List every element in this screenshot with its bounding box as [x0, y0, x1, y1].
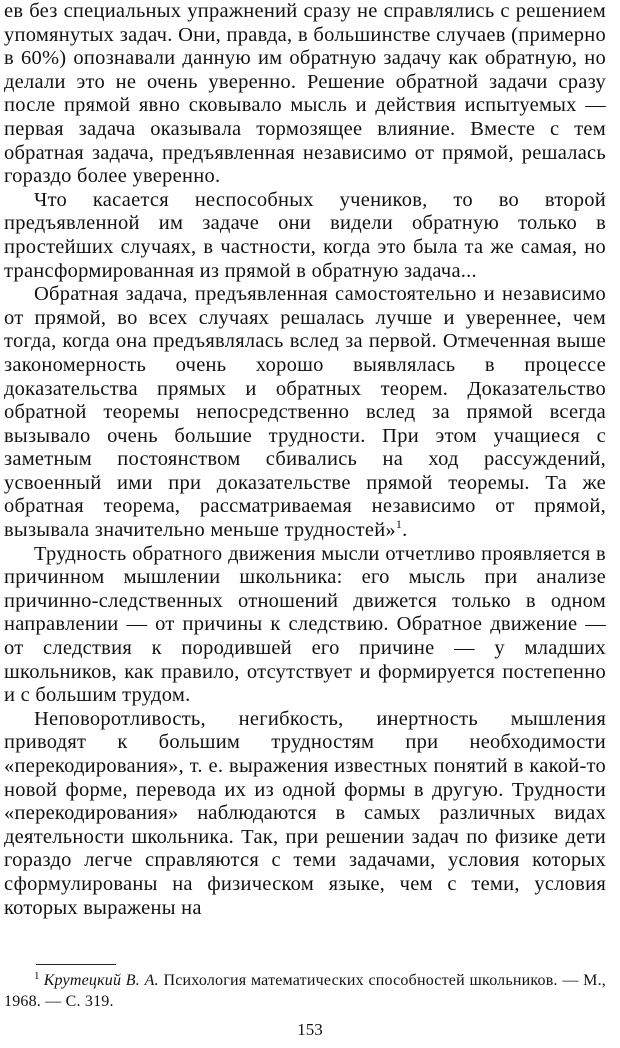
page-number: 153 — [297, 1020, 323, 1039]
paragraph-3: Обратная задача, предъявленная самостоятельно и независимо от прямой, во всех случаях решалась лучше и увереннее, чем тогда, когда она предъявлялась вслед за первой. Отмеченная выше закономерность очень хорошо выявлялась в процессе доказательства прямых и обратных теорем. Доказательство обратной теоремы непосредственно вслед за прямой всегда вызывало очень большие трудности. При этом учащиеся с заметным постоянством сбивались на ход рассуждений, усвоенный ими при доказательстве прямой теоремы. Та же обратная теорема, рассматриваемая независимо от прямой, вызывала значительно меньше трудностей»$^1$. — [4, 283, 606, 542]
paragraph-2: Что касается неспособных учеников, то во второй предъявленной им задаче они видели обратную только в простейших случаях, в частности, когда это была та же самая, но трансформированная из прямой в обратную задача... — [4, 188, 606, 282]
footnote-divider — [36, 964, 116, 965]
footnote-text: Психология математических способностей школьников. — М., 1968. — С. 319. — [4, 972, 607, 1010]
footnote — [4, 970, 606, 1012]
footnote-author: Крутецкий В. А. — [43, 972, 159, 989]
paragraph-3-text: Обратная задача, предъявленная самостоятельно и независимо от прямой, во всех случаях решалась лучше и увереннее, чем тогда, когда она предъявлялась вслед за первой. Отмеченная выше закономерность очень хорошо выявлялась в процессе доказательства прямых и обратных теорем. Доказательство обратной теоремы непосредственно вслед за прямой всегда вызывало очень большие трудности. При этом учащиеся с заметным постоянством сбивались на ход рассуждений, усвоенный ими при доказательстве прямой теоремы. Та же обратная теорема, рассматриваемая независимо от прямой, вызывала значительно меньше трудностей» — [4, 283, 606, 542]
paragraph-1: ев без специальных упражнений сразу не справлялись с решением упомянутых задач. Они, правда, в большинстве случаев (примерно в 60%) опознавали данную им обратную задачу как обратную, но делали это не очень уверенно. Решение обратной задачи сразу после прямой явно сковывало мысль и действия испытуемых — первая задача оказывала тормозящее влияние. Вместе с тем обратная задача, предъявленная независимо от прямой, решалась гораздо более уверенно. — [4, 0, 606, 188]
footnote-reference: 1 — [395, 517, 403, 532]
paragraph-5: Неповоротливость, негибкость, инертность мышления приводят к большим трудностям при необходимости «перекодирования», т. е. выражения известных понятий в какой-то новой форме, перевода их из одной формы в другую. Трудности «перекодирования» наблюдаются в самых различных видах деятельности школьника. Так, при решении задач по физике дети гораздо легче справляются с теми задачами, условия которых сформулированы на физическом языке, чем с теми, условия которых выражены на — [4, 707, 606, 919]
main-text — [4, 0, 606, 920]
paragraph-4: Трудность обратного движения мысли отчетливо проявляется в причинном мышлении школьника: его мысль при анализе причинно-следственных отношений движется только в одном направлении — от причины к следствию. Обратное движение — от следствия к породившей его причине — у младших школьников, как правило, отсутствует и формируется постепенно и с большим трудом. — [4, 542, 606, 707]
footnote-marker: 1 — [34, 969, 40, 982]
